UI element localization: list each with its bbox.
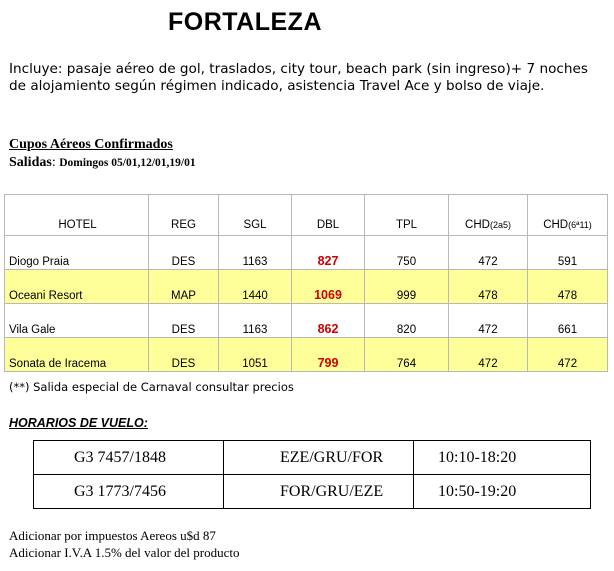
price-chd-2a5: 472 (449, 236, 528, 270)
price-chd-2a5: 472 (449, 304, 528, 338)
flight-row (34, 441, 591, 475)
price-tpl: 750 (365, 236, 449, 270)
price-dbl: 1069 (292, 270, 365, 304)
flight-route: FOR/GRU/EZE (224, 475, 414, 509)
price-tpl: 820 (365, 304, 449, 338)
header-tpl: TPL (365, 195, 449, 236)
flight-time: 10:50-19:20 (414, 475, 591, 509)
header-sgl: SGL (219, 195, 292, 236)
table-header-row (5, 195, 608, 236)
package-description: Incluye: pasaje aéreo de gol, traslados, city tour, beach park (sin ingreso)+ 7 noches de alojamiento según régimen indicado, asistencia Travel Ace y bolso de viaje. (9, 61, 588, 94)
price-chd-6a11: 478 (528, 270, 608, 304)
flight-number: G3 7457/1848 (34, 441, 224, 475)
hotel-regime: DES (149, 236, 219, 270)
header-reg: REG (149, 195, 219, 236)
header-chd-6a11-range: (6ª11) (568, 220, 592, 230)
header-chd-6a11 (528, 195, 608, 236)
hotel-regime: DES (149, 304, 219, 338)
price-sgl: 1051 (219, 338, 292, 372)
departures-label: Salidas (9, 155, 52, 170)
hotel-regime: DES (149, 338, 219, 372)
confirmed-seats-heading: Cupos Aéreos Confirmados (9, 137, 173, 152)
price-tpl: 764 (365, 338, 449, 372)
flight-schedule-table (33, 440, 591, 509)
header-chd-2a5-label: CHD (465, 219, 490, 231)
price-chd-6a11: 472 (528, 338, 608, 372)
hotel-price-table (4, 194, 608, 372)
table-row (5, 270, 608, 304)
header-dbl: DBL (292, 195, 365, 236)
table-row (5, 304, 608, 338)
carnival-note: (**) Salida especial de Carnaval consultar precios (9, 380, 294, 394)
footer-notes (9, 527, 239, 561)
price-chd-6a11: 661 (528, 304, 608, 338)
header-chd-2a5 (449, 195, 528, 236)
hotel-name: Oceani Resort (5, 270, 149, 304)
price-chd-6a11: 591 (528, 236, 608, 270)
hotel-regime: MAP (149, 270, 219, 304)
flight-row (34, 475, 591, 509)
flight-schedule-heading: HORARIOS DE VUELO: (9, 416, 148, 430)
table-row (5, 338, 608, 372)
departures-colon: : (51, 155, 60, 170)
table-row (5, 236, 608, 270)
flight-time: 10:10-18:20 (414, 441, 591, 475)
departures-dates: Domingos 05/01,12/01,19/01 (59, 157, 196, 169)
price-chd-2a5: 472 (449, 338, 528, 372)
price-sgl: 1163 (219, 236, 292, 270)
price-dbl: 799 (292, 338, 365, 372)
flight-route: EZE/GRU/FOR (224, 441, 414, 475)
price-dbl: 827 (292, 236, 365, 270)
vat-note: Adicionar I.V.A 1.5% del valor del producto (9, 545, 240, 560)
price-sgl: 1440 (219, 270, 292, 304)
price-dbl: 862 (292, 304, 365, 338)
hotel-name: Diogo Praia (5, 236, 149, 270)
page-title: FORTALEZA (168, 8, 323, 36)
airport-tax-note: Adicionar por impuestos Aereos u$d 87 (9, 528, 216, 543)
price-sgl: 1163 (219, 304, 292, 338)
header-hotel: HOTEL (5, 195, 149, 236)
price-chd-2a5: 478 (449, 270, 528, 304)
header-chd-6a11-label: CHD (543, 219, 569, 231)
departures-line (9, 155, 196, 171)
price-tpl: 999 (365, 270, 449, 304)
header-chd-2a5-range: (2a5) (489, 220, 511, 230)
flight-number: G3 1773/7456 (34, 475, 224, 509)
hotel-name: Sonata de Iracema (5, 338, 149, 372)
hotel-name: Vila Gale (5, 304, 149, 338)
